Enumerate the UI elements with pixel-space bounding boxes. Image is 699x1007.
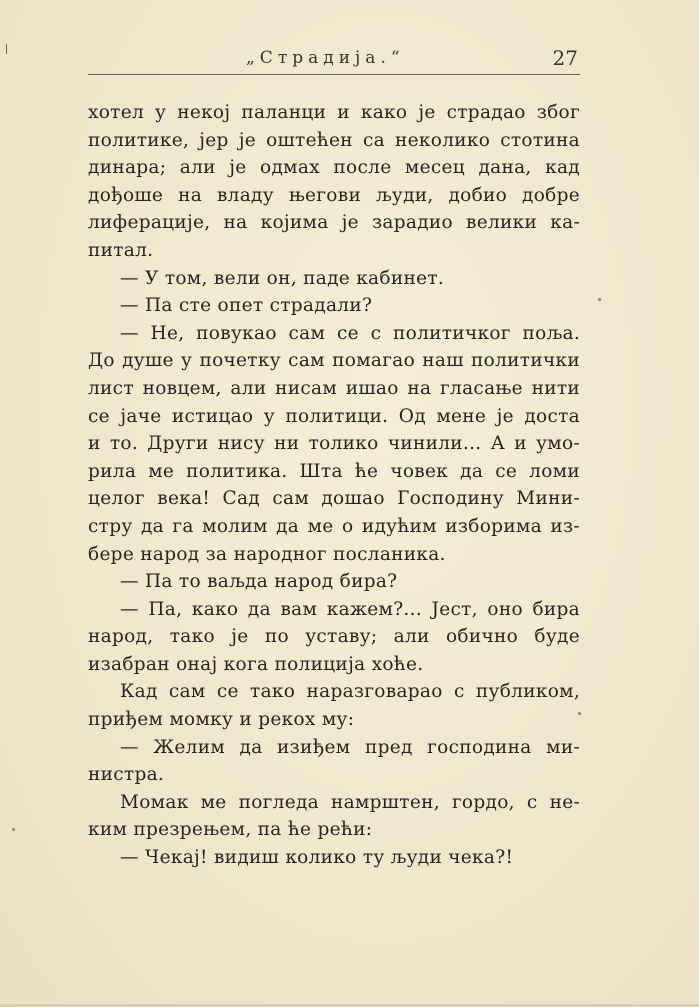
paper-speck bbox=[12, 828, 15, 831]
text-line: и то. Други нису ни толико чинили... А и умо- bbox=[88, 433, 580, 455]
text-line: питал. bbox=[88, 239, 154, 261]
text-line: целог века! Сад сам дошао Господину Мини- bbox=[88, 488, 580, 510]
text-line: — Не, повукао сам се с политичког поља. bbox=[120, 322, 580, 344]
text-line: — У том, вели он, паде кабинет. bbox=[120, 267, 445, 289]
text-line: народ, тако је по уставу; али обично буде bbox=[88, 626, 580, 648]
text-line: — Па то ваљда народ бира? bbox=[120, 571, 398, 593]
running-title: „Страдија.“ bbox=[246, 48, 405, 68]
text-line: — Па, како да вам кажем?... Јест, оно бира bbox=[120, 598, 580, 620]
paper-speck bbox=[578, 712, 581, 715]
text-line: дођоше на владу његови људи, добио добре bbox=[88, 184, 580, 206]
text-line: рила ме политика. Шта ће човек да се ломи bbox=[88, 460, 580, 482]
body-text bbox=[88, 99, 580, 872]
text-line: До душе у почетку сам помагао наш политички bbox=[88, 350, 580, 372]
paper-speck bbox=[598, 298, 601, 301]
text-line: изабран онај кога полиција хоће. bbox=[88, 653, 424, 675]
text-line: се јаче истицао у политици. Од мене је доста bbox=[88, 405, 580, 427]
text-line: лиферације, на којима је зарадио велики ка- bbox=[88, 212, 580, 234]
text-line: — Чекај! видиш колико ту људи чека?! bbox=[120, 847, 514, 869]
text-line: нистра. bbox=[88, 764, 165, 786]
page-number: 27 bbox=[552, 46, 578, 70]
text-line: политике, јер је оштећен са неколико стотина bbox=[88, 129, 580, 151]
page-header bbox=[88, 46, 580, 75]
text-line: лист новцем, али нисам ишао на гласање нити bbox=[88, 377, 580, 399]
text-line: приђем момку и рекох му: bbox=[88, 709, 355, 731]
text-line: Кад сам се тако наразговарао с публиком, bbox=[120, 681, 580, 703]
text-line: — Желим да изиђем пред господина ми- bbox=[120, 736, 580, 758]
text-line: — Па сте опет страдали? bbox=[120, 295, 373, 317]
text-line: ким презрењем, па ће рећи: bbox=[88, 819, 373, 841]
text-line: Момак ме погледа намрштен, гордо, с не- bbox=[120, 791, 580, 813]
text-line: хотел у некој паланци и како је страдао због bbox=[88, 102, 580, 123]
text-line: динара; али је одмах после месец дана, кад bbox=[88, 157, 580, 179]
edge-mark bbox=[6, 44, 7, 54]
text-line: бере народ за народног посланика. bbox=[88, 543, 446, 565]
text-line: стру да га молим да ме о идућим изборима из- bbox=[88, 515, 580, 537]
